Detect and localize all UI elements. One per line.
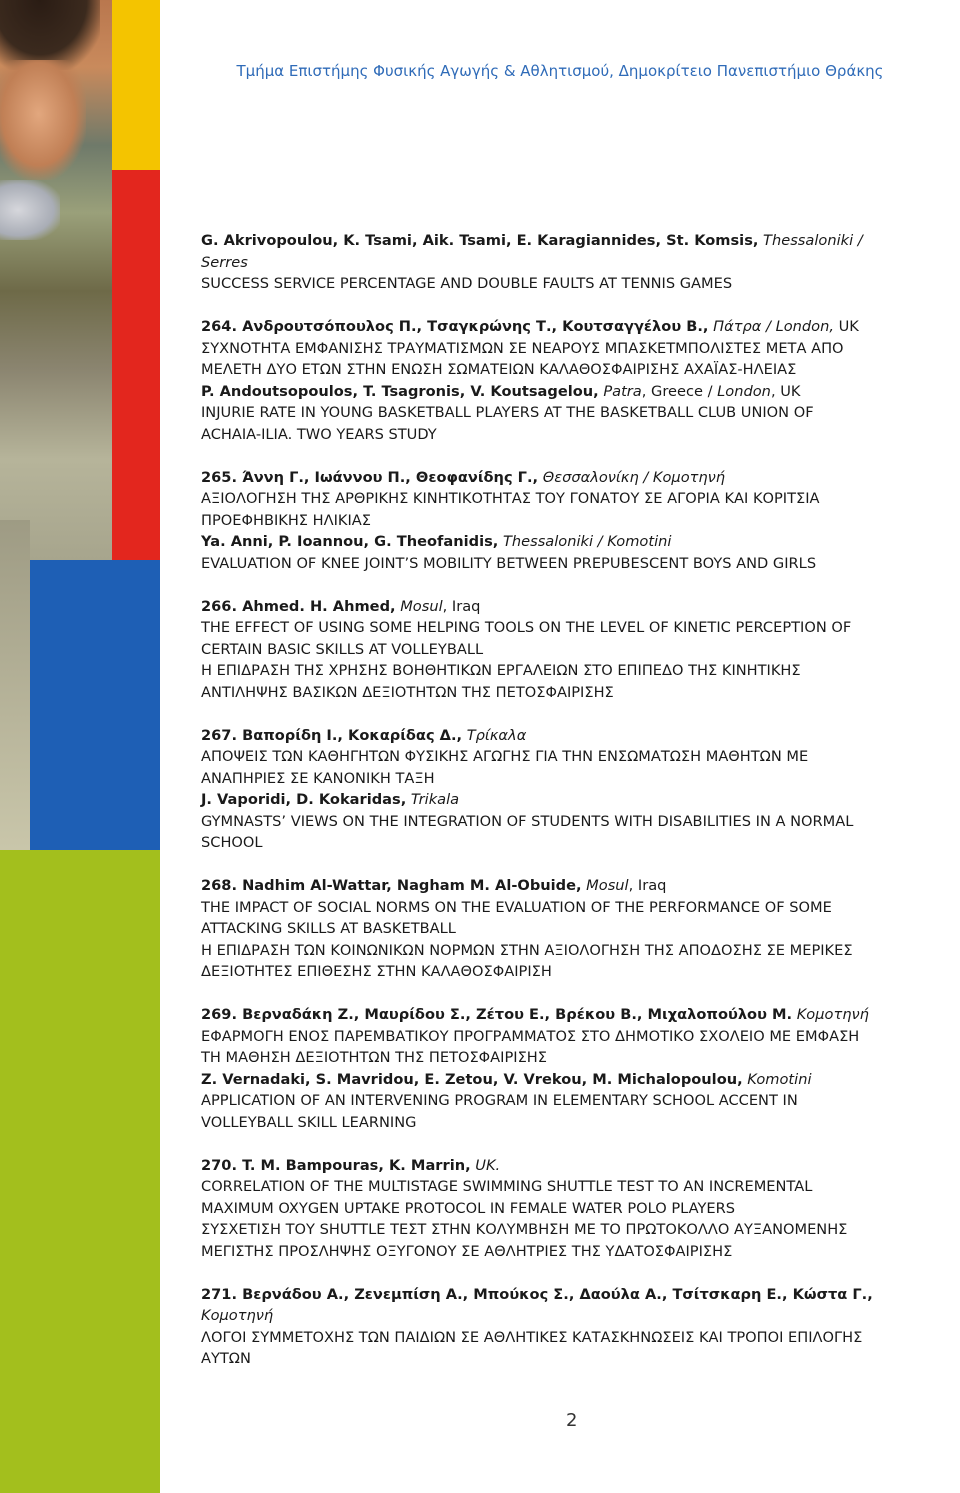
entry-authors: 267. Βαπορίδη Ι., Κοκαρίδας Δ., xyxy=(201,726,463,744)
entry-title: ΜΕΛΕΤΗ ΔΥΟ ΕΤΩΝ ΣΤΗΝ ΕΝΩΣΗ ΣΩΜΑΤΕΙΩΝ ΚΑΛΑΘΟΣΦΑΙΡΙΣΗΣ ΑΧΑΪΑΣ-ΗΛΕΙΑΣ xyxy=(201,361,797,378)
entry-line xyxy=(201,316,956,338)
entry-line xyxy=(201,746,956,768)
entry-line xyxy=(201,617,956,639)
entry-authors: Ya. Anni, P. Ioannou, G. Theofanidis, xyxy=(201,533,499,550)
entry-place: Komotini xyxy=(742,1070,812,1088)
entry-line xyxy=(201,918,956,940)
entry-title: THE IMPACT OF SOCIAL NORMS ON THE EVALUATION OF THE PERFORMANCE OF SOME xyxy=(201,898,832,916)
entry-place: Τρίκαλα xyxy=(462,726,527,744)
entry-title: ΠΡΟΕΦΗΒΙΚΗΣ ΗΛΙΚΙΑΣ xyxy=(201,511,372,529)
entry-line xyxy=(201,682,956,704)
entry-line xyxy=(201,961,956,983)
entry-country: , UK xyxy=(770,382,801,400)
page-number: 2 xyxy=(566,1410,578,1431)
entry-line xyxy=(201,811,956,833)
entry-line xyxy=(201,940,956,962)
entry-line xyxy=(201,1284,956,1306)
entry-line xyxy=(201,252,956,274)
entry-authors: 268. Nadhim Al-Wattar, Nagham M. Al-Obuide, xyxy=(201,877,582,894)
entry-authors: P. Andoutsopoulos, T. Tsagronis, V. Koutsagelou, xyxy=(201,382,599,400)
entry-authors: 271. Βερνάδου Α., Ζενεμπίση Α., Μπούκος Σ., Δαούλα Α., Τσίτσκαρη Ε., Κώστα Γ., xyxy=(201,1285,873,1303)
entry-line xyxy=(201,510,956,532)
entry-line xyxy=(201,1047,956,1069)
abstract-entry xyxy=(201,230,956,295)
entry-line xyxy=(201,1219,956,1241)
page-header: Τμήμα Επιστήμης Φυσικής Αγωγής & Αθλητισμού, Δημοκρίτειο Πανεπιστήμιο Θράκης xyxy=(236,62,884,80)
entry-line xyxy=(201,639,956,661)
decorative-side-band xyxy=(0,0,160,1493)
entry-title: ΑΝΑΠΗΡΙΕΣ ΣΕ ΚΑΝΟΝΙΚΗ ΤΑΞΗ xyxy=(201,769,435,787)
entry-place: Patra xyxy=(598,382,642,400)
entry-title: MAXIMUM OXYGEN UPTAKE PROTOCOL IN FEMALE WATER POLO PLAYERS xyxy=(201,1199,735,1217)
entry-place: London xyxy=(717,382,771,400)
entry-title: ΤΗ ΜΑΘΗΣΗ ΔΕΞΙΟΤΗΤΩΝ ΤΗΣ ΠΕΤΟΣΦΑΙΡΙΣΗΣ xyxy=(201,1049,547,1066)
entry-line xyxy=(201,897,956,919)
entry-line xyxy=(201,660,956,682)
entry-place: Κομοτηνή xyxy=(792,1006,869,1023)
abstract-entry xyxy=(201,596,956,704)
entry-title: SCHOOL xyxy=(201,834,263,851)
green-block xyxy=(0,850,160,1493)
entry-place: Πάτρα / London, xyxy=(708,318,834,335)
entry-title: ΕΦΑΡΜΟΓΗ ΕΝΟΣ ΠΑΡΕΜΒΑΤΙΚΟΥ ΠΡΟΓΡΑΜΜΑΤΟΣ ΣΤΟ ΔΗΜΟΤΙΚΟ ΣΧΟΛΕΙΟ ΜΕ ΕΜΦΑΣΗ xyxy=(201,1027,860,1045)
abstract-entry xyxy=(201,316,956,445)
entry-authors: 264. Ανδρουτσόπουλος Π., Τσαγκρώνης Τ., Κουτσαγγέλου Β., xyxy=(201,318,709,335)
entry-line xyxy=(201,488,956,510)
entry-line xyxy=(201,768,956,790)
yellow-stripe xyxy=(112,0,160,170)
photo-face-shade xyxy=(0,60,86,180)
entry-country: , Greece / xyxy=(641,382,718,400)
entry-line xyxy=(201,875,956,897)
photo-shirt-shade xyxy=(0,180,60,240)
entry-authors: J. Vaporidi, D. Kokaridas, xyxy=(201,791,407,808)
blue-block xyxy=(30,560,160,850)
entry-line xyxy=(201,402,956,424)
entry-line xyxy=(201,596,956,618)
entry-authors: G. Akrivopoulou, K. Tsami, Aik. Tsami, E. Karagiannides, St. Komsis, xyxy=(201,232,759,249)
abstract-entry xyxy=(201,467,956,575)
entry-place: Mosul xyxy=(581,877,629,894)
entry-title: ACHAIA-ILIA. TWO YEARS STUDY xyxy=(201,425,437,443)
entry-authors: Z. Vernadaki, S. Mavridou, E. Zetou, V. Vrekou, M. Michalopoulou, xyxy=(201,1070,743,1088)
entry-title: ΔΕΞΙΟΤΗΤΕΣ ΕΠΙΘΕΣΗΣ ΣΤΗΝ ΚΑΛΑΘΟΣΦΑΙΡΙΣΗ xyxy=(201,963,552,980)
entry-place: Mosul xyxy=(395,597,443,615)
entry-title: ΑΞΙΟΛΟΓΗΣΗ ΤΗΣ ΑΡΘΡΙΚΗΣ ΚΙΝΗΤΙΚΟΤΗΤΑΣ ΤΟΥ ΓΟΝΑΤΟΥ ΣΕ ΑΓΟΡΙΑ ΚΑΙ ΚΟΡΙΤΣΙΑ xyxy=(201,490,820,507)
entry-line xyxy=(201,359,956,381)
entry-title: APPLICATION OF AN INTERVENING PROGRAM IN ELEMENTARY SCHOOL ACCENT IN xyxy=(201,1092,798,1109)
entry-title: EVALUATION OF KNEE JOINT’S MOBILITY BETWEEN PREPUBESCENT BOYS AND GIRLS xyxy=(201,554,817,572)
entry-title: SUCCESS SERVICE PERCENTAGE AND DOUBLE FAULTS AT TENNIS GAMES xyxy=(201,275,733,292)
entry-title: ΣΥΧΝΟΤΗΤΑ ΕΜΦΑΝΙΣΗΣ ΤΡΑΥΜΑΤΙΣΜΩΝ ΣΕ ΝΕΑΡΟΥΣ ΜΠΑΣΚΕΤΜΠΟΛΙΣΤΕΣ ΜΕΤΑ ΑΠΟ xyxy=(201,339,844,357)
entry-title: THE EFFECT OF USING SOME HELPING TOOLS ON THE LEVEL OF KINETIC PERCEPTION OF xyxy=(201,619,852,636)
entry-title: VOLLEYBALL SKILL LEARNING xyxy=(201,1113,417,1131)
red-stripe xyxy=(112,170,160,560)
entry-title: ATTACKING SKILLS AT BASKETBALL xyxy=(201,920,456,937)
entry-title: CERTAIN BASIC SKILLS AT VOLLEYBALL xyxy=(201,640,484,658)
entry-title: Η ΕΠΙΔΡΑΣΗ ΤΗΣ ΧΡΗΣΗΣ ΒΟΗΘΗΤΙΚΩΝ ΕΡΓΑΛΕΙΩΝ ΣΤΟ ΕΠΙΠΕΔΟ ΤΗΣ ΚΙΝΗΤΙΚΗΣ xyxy=(201,662,801,679)
entry-title: GYMNASTS’ VIEWS ON THE INTEGRATION OF STUDENTS WITH DISABILITIES IN A NORMAL xyxy=(201,812,854,830)
entry-title: ΑΝΤΙΛΗΨΗΣ ΒΑΣΙΚΩΝ ΔΕΞΙΟΤΗΤΩΝ ΤΗΣ ΠΕΤΟΣΦΑΙΡΙΣΗΣ xyxy=(201,683,614,701)
entry-line xyxy=(201,789,956,811)
entry-line xyxy=(201,467,956,489)
entry-title: ΑΥΤΩΝ xyxy=(201,1350,251,1367)
entry-line xyxy=(201,230,956,252)
entry-place: Θεσσαλονίκη / Κομοτηνή xyxy=(538,468,726,486)
abstract-entry xyxy=(201,725,956,854)
entry-place: Trikala xyxy=(406,791,460,808)
entry-line xyxy=(201,1348,956,1370)
abstract-list xyxy=(201,230,956,1391)
entry-line xyxy=(201,1004,956,1026)
entry-authors: 270. T. M. Bampouras, K. Marrin, xyxy=(201,1156,471,1174)
entry-place: Κομοτηνή xyxy=(201,1307,274,1324)
entry-title: ΑΠΟΨΕΙΣ ΤΩΝ ΚΑΘΗΓΗΤΩΝ ΦΥΣΙΚΗΣ ΑΓΩΓΗΣ ΓΙΑ ΤΗΝ ΕΝΣΩΜΑΤΩΣΗ ΜΑΘΗΤΩΝ ΜΕ xyxy=(201,748,809,765)
entry-place: Thessaloniki / Komotini xyxy=(498,533,672,550)
entry-title: CORRELATION OF THE MULTISTAGE SWIMMING SHUTTLE TEST TO AN INCREMENTAL xyxy=(201,1178,813,1195)
entry-line xyxy=(201,1198,956,1220)
entry-place: Thessaloniki / xyxy=(758,232,863,249)
entry-line xyxy=(201,553,956,575)
entry-title: ΜΕΓΙΣΤΗΣ ΠΡΟΣΛΗΨΗΣ ΟΞΥΓΟΝΟΥ ΣΕ ΑΘΛΗΤΡΙΕΣ ΤΗΣ ΥΔΑΤΟΣΦΑΙΡΙΣΗΣ xyxy=(201,1242,733,1260)
entry-line xyxy=(201,1241,956,1263)
entry-line xyxy=(201,273,956,295)
abstract-entry xyxy=(201,875,956,983)
entry-place: UK. xyxy=(470,1156,501,1174)
entry-country: , Iraq xyxy=(628,877,667,894)
entry-line xyxy=(201,1090,956,1112)
entry-title: ΛΟΓΟΙ ΣΥΜΜΕΤΟΧΗΣ ΤΩΝ ΠΑΙΔΙΩΝ ΣΕ ΑΘΛΗΤΙΚΕΣ ΚΑΤΑΣΚΗΝΩΣΕΙΣ ΚΑΙ ΤΡΟΠΟΙ ΕΠΙΛΟΓΗΣ xyxy=(201,1328,863,1346)
entry-line xyxy=(201,832,956,854)
entry-line xyxy=(201,1069,956,1091)
entry-line xyxy=(201,381,956,403)
entry-line xyxy=(201,1112,956,1134)
entry-country: UK xyxy=(833,318,859,335)
entry-line xyxy=(201,424,956,446)
entry-line xyxy=(201,531,956,553)
entry-line xyxy=(201,1176,956,1198)
entry-authors: 266. Ahmed. H. Ahmed, xyxy=(201,597,396,615)
photo-lower-strip xyxy=(0,520,30,850)
entry-line xyxy=(201,1155,956,1177)
entry-title: INJURIE RATE IN YOUNG BASKETBALL PLAYERS AT THE BASKETBALL CLUB UNION OF xyxy=(201,404,814,421)
entry-line xyxy=(201,338,956,360)
entry-country: , Iraq xyxy=(442,597,481,615)
abstract-entry xyxy=(201,1284,956,1370)
entry-line xyxy=(201,1026,956,1048)
abstract-entry xyxy=(201,1004,956,1133)
entry-title: ΣΥΣΧΕΤΙΣΗ ΤΟΥ SHUTTLE ΤΕΣΤ ΣΤΗΝ ΚΟΛΥΜΒΗΣΗ ΜΕ ΤΟ ΠΡΩΤΟΚΟΛΛΟ ΑΥΞΑΝΟΜΕΝΗΣ xyxy=(201,1221,848,1238)
entry-authors: 269. Βερναδάκη Ζ., Μαυρίδου Σ., Ζέτου Ε., Βρέκου Β., Μιχαλοπούλου Μ. xyxy=(201,1006,793,1023)
entry-line xyxy=(201,1305,956,1327)
entry-place: Serres xyxy=(201,253,248,271)
entry-line xyxy=(201,1327,956,1349)
entry-title: Η ΕΠΙΔΡΑΣΗ ΤΩΝ ΚΟΙΝΩΝΙΚΩΝ ΝΟΡΜΩΝ ΣΤΗΝ ΑΞΙΟΛΟΓΗΣΗ ΤΗΣ ΑΠΟΔΟΣΗΣ ΣΕ ΜΕΡΙΚΕΣ xyxy=(201,941,853,959)
entry-authors: 265. Άννη Γ., Ιωάννου Π., Θεοφανίδης Γ., xyxy=(201,468,539,486)
abstract-entry xyxy=(201,1155,956,1263)
entry-line xyxy=(201,725,956,747)
